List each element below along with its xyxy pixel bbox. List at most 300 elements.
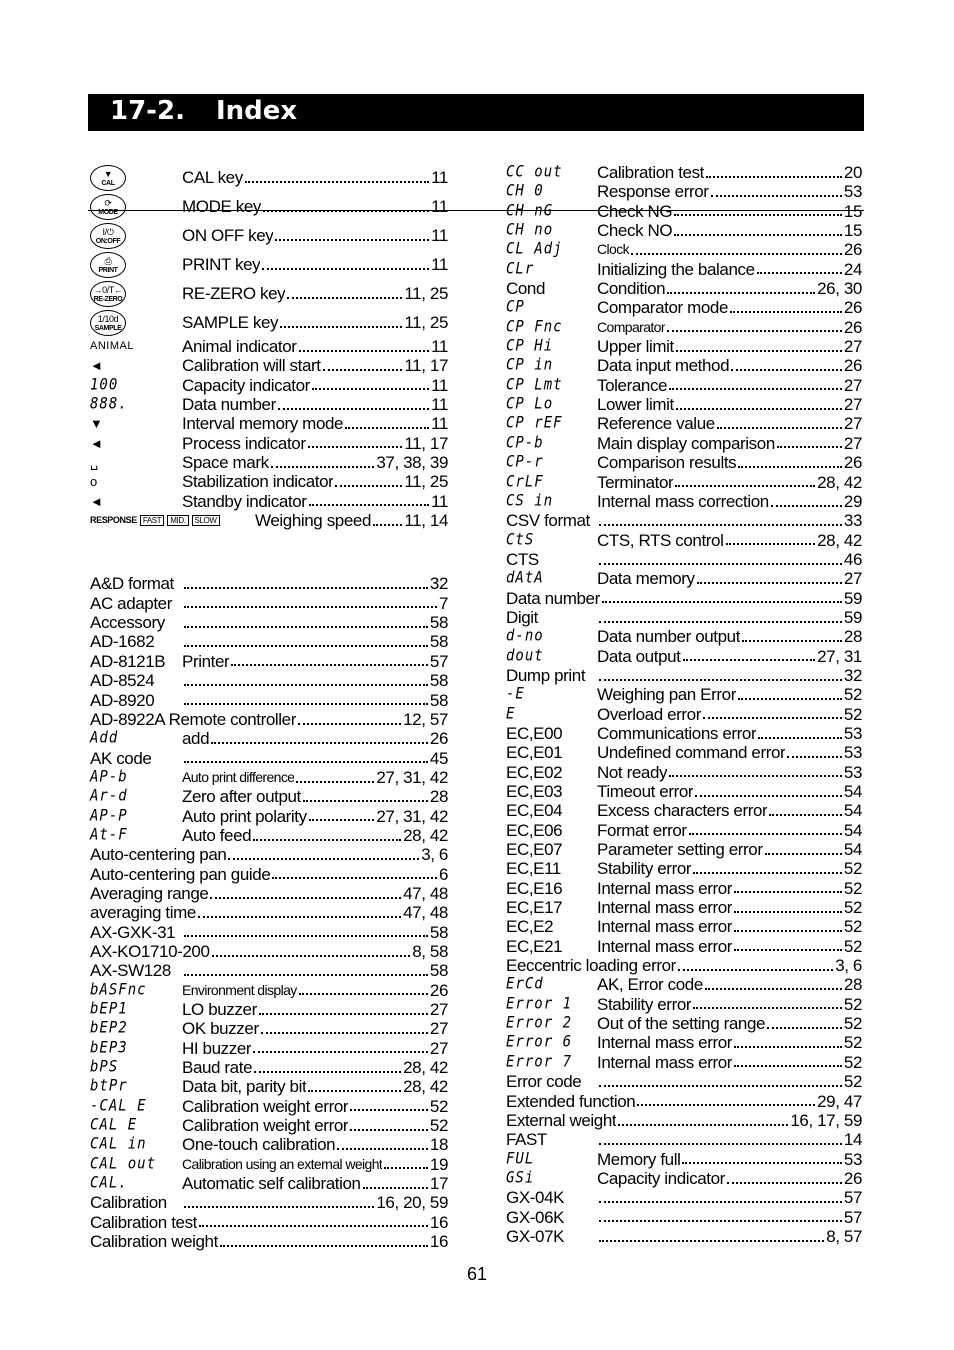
index-entry [506, 743, 862, 762]
entry-description [597, 1033, 862, 1052]
entry-description [597, 1072, 862, 1091]
entry-description [597, 1130, 862, 1149]
entry-term: GX-04K [506, 1188, 565, 1208]
index-entry [90, 192, 448, 221]
entry-description [597, 647, 862, 666]
entry-term: Error 1 [506, 994, 573, 1013]
entry-pages: 58 [429, 613, 448, 633]
entry-term: CP rEF [506, 414, 563, 433]
section-header [88, 94, 864, 131]
entry-label: Memory full [597, 1149, 681, 1169]
entry-label: Auto print polarity [182, 806, 307, 826]
entry-label: Main display comparison [597, 433, 775, 453]
entry-description [597, 1208, 862, 1227]
indicator-symbol: o [90, 474, 97, 490]
entry-description [182, 395, 448, 414]
dot-leader [675, 485, 815, 487]
dot-leader [312, 388, 429, 390]
index-entry [90, 807, 448, 826]
entry-label: MODE key [182, 197, 261, 216]
index-entry [90, 942, 448, 961]
entry-description [597, 763, 862, 782]
dot-leader [599, 1085, 842, 1087]
entry-term: AK code [90, 748, 152, 768]
entry-pages: 11 [431, 414, 448, 434]
entry-term: btPr [90, 1077, 128, 1096]
cal-key-icon [90, 165, 126, 191]
dot-leader [253, 839, 401, 841]
dot-leader [299, 993, 428, 995]
indicator-symbol: ◄ [90, 435, 103, 451]
entry-label: Internal mass error [597, 898, 733, 918]
entry-description [597, 1053, 862, 1072]
index-entry [90, 1116, 448, 1135]
entry-pages: 59 [843, 607, 862, 627]
entry-label: AK, Error code [597, 975, 703, 995]
index-entry [506, 724, 862, 743]
index-entry [506, 240, 862, 259]
entry-term: EC,E16 [506, 878, 563, 898]
entry-pages: 27, 31, 42 [376, 767, 448, 787]
dot-leader [734, 949, 842, 951]
entry-description [182, 981, 448, 1000]
entry-label: Lower limit [597, 395, 674, 415]
entry-pages: 27 [843, 414, 862, 434]
entry-description [597, 260, 862, 279]
dot-leader [309, 819, 375, 821]
index-entry [90, 1058, 448, 1077]
entry-pages: 32 [429, 574, 448, 594]
entry-pages: 54 [843, 801, 862, 821]
entry-pages: 52 [843, 936, 862, 956]
key-symbol: ⎙ [104, 255, 112, 266]
dot-leader [599, 621, 842, 623]
entry-pages: 28, 42 [817, 472, 862, 492]
entry-term: CP Fnc [506, 317, 563, 336]
entry-term: bPS [90, 1057, 119, 1077]
entry-pages: 27 [843, 569, 862, 589]
entry-pages: 53 [843, 1149, 862, 1169]
entry-pages: 52 [843, 898, 862, 918]
entry-term: AD-8524 [90, 671, 155, 691]
entry-term: Ar-d [90, 786, 128, 806]
entry-label: Comparison results [597, 453, 737, 473]
entry-description [182, 826, 448, 845]
entry-term: CrLF [506, 472, 544, 491]
entry-term: Error 7 [506, 1052, 573, 1071]
entry-pages: 26, 30 [817, 279, 862, 299]
entry-description [597, 879, 862, 898]
dot-leader [669, 388, 842, 390]
entry-description [182, 492, 448, 511]
entry-pages: 11 [431, 395, 448, 415]
entry-label: Internal mass error [597, 1033, 733, 1053]
indicator-symbol: ▼ [90, 416, 103, 432]
entry-pages: 28 [843, 627, 862, 647]
entry-label: Eeccentric loading error [506, 956, 676, 976]
index-entry [90, 768, 448, 787]
dot-leader [262, 268, 429, 270]
entry-term: CP Lmt [506, 375, 563, 394]
entry-label: ON OFF key [182, 226, 274, 245]
dot-leader [758, 737, 842, 739]
entry-label: Stability error [597, 859, 692, 879]
entry-pages: 16 [429, 1232, 448, 1252]
index-entry [90, 1019, 448, 1038]
mode-key-icon [90, 194, 126, 220]
entry-description [597, 724, 862, 743]
entry-label: External weight [506, 1110, 617, 1130]
index-entry [90, 1213, 448, 1232]
dot-leader [184, 935, 428, 937]
dot-leader [309, 504, 430, 506]
entry-pages: 46 [843, 549, 862, 569]
entry-pages: 52 [843, 1072, 862, 1092]
entry-description [182, 807, 448, 826]
entry-term: CAL. [90, 1173, 128, 1193]
index-entry [506, 337, 862, 356]
page-number: 61 [466, 1264, 488, 1284]
entry-pages: 11 [431, 168, 448, 187]
index-entry [90, 434, 448, 453]
index-entry [90, 1039, 448, 1058]
entry-term: EC,E04 [506, 801, 563, 821]
index-entry [90, 652, 448, 671]
entry-description [597, 473, 862, 492]
index-entry [506, 627, 862, 646]
entry-description [182, 729, 448, 748]
entry-description [597, 414, 862, 433]
entry-pages: 26 [429, 980, 448, 1000]
entry-label: Internal mass error [597, 1052, 733, 1072]
index-entry [90, 826, 448, 845]
entry-term: AD-8920 [90, 690, 155, 710]
entry-description [182, 221, 448, 250]
entry-pages: 37, 38, 39 [376, 453, 448, 473]
index-entry [90, 376, 448, 395]
entry-label: Check NO [597, 221, 673, 241]
dot-leader [727, 1182, 842, 1184]
entry-pages: 26 [843, 356, 862, 376]
print-key-icon [90, 252, 126, 278]
entry-label: Data memory [597, 569, 695, 589]
entry-term: CS in [506, 491, 554, 510]
entry-pages: 8, 57 [826, 1226, 862, 1246]
indicator-symbol: 100 [90, 375, 119, 394]
dot-leader [231, 664, 428, 666]
index-entry [90, 356, 448, 375]
entry-description [597, 937, 862, 956]
indicator-symbol: ANIMAL [90, 340, 134, 352]
index-entry [506, 589, 862, 608]
key-label: PRINT [98, 266, 118, 274]
entry-description [597, 531, 862, 550]
dot-leader [184, 1206, 374, 1208]
index-entry [506, 956, 862, 975]
dot-leader [271, 466, 375, 468]
entry-description [182, 671, 448, 690]
dot-leader [602, 601, 842, 603]
key-label: MODE [98, 208, 118, 216]
dot-leader [599, 1220, 842, 1222]
dot-leader [272, 877, 437, 879]
entry-description [597, 550, 862, 569]
section-title: Index [216, 96, 298, 126]
entry-label: Tolerance [597, 375, 668, 395]
index-entry [506, 840, 862, 859]
dot-leader [184, 626, 428, 628]
index-entry [506, 705, 862, 724]
entry-pages: 3, 6 [421, 845, 448, 865]
index-entry [506, 1092, 862, 1111]
entry-term: CAL E [90, 1115, 138, 1135]
dot-leader [198, 916, 401, 918]
entry-description [597, 182, 862, 201]
entry-description [597, 221, 862, 240]
entry-pages: 58 [429, 632, 448, 652]
entry-pages: 11, 25 [404, 472, 448, 492]
entry-description [597, 801, 862, 820]
dot-leader [674, 234, 842, 236]
entry-label: add [182, 729, 210, 749]
index-entry [506, 1072, 862, 1091]
entry-label: OK buzzer [182, 1019, 259, 1039]
entry-term: CP Lo [506, 394, 554, 414]
entry-description [597, 1014, 862, 1033]
entry-term: CtS [506, 530, 535, 549]
entry-label: RE-ZERO key [182, 284, 286, 303]
entry-label: Animal indicator [182, 337, 297, 356]
dot-leader [678, 969, 833, 971]
entry-label: Averaging range [90, 883, 209, 903]
entry-description [597, 240, 862, 259]
dot-leader [771, 505, 842, 507]
entry-label: Internal mass error [597, 878, 733, 898]
entry-description [182, 632, 448, 651]
entry-pages: 52 [429, 1116, 448, 1136]
entry-pages: 11 [431, 491, 448, 511]
entry-description [182, 308, 448, 337]
index-entry [90, 472, 448, 491]
entry-label: Data input method [597, 356, 730, 376]
entry-label: Initializing the balance [597, 259, 755, 279]
entry-label: Baud rate [182, 1058, 253, 1078]
index-entry [90, 511, 448, 530]
entry-label: Space mark [182, 453, 269, 473]
entry-description [597, 705, 862, 724]
index-entry [90, 729, 448, 748]
index-entry [90, 1174, 448, 1193]
entry-label: Zero after output [182, 787, 301, 807]
entry-description [182, 1193, 448, 1212]
index-entry [90, 308, 448, 337]
entry-term: EC,E07 [506, 840, 563, 860]
entry-description [597, 917, 862, 936]
index-entry [90, 671, 448, 690]
dot-leader [717, 427, 842, 429]
entry-label: Internal mass correction [597, 491, 769, 511]
entry-label: Comparator [597, 318, 665, 335]
index-entry [90, 923, 448, 942]
entry-term: CTS [506, 549, 539, 569]
entry-term: EC,E03 [506, 782, 563, 801]
entry-pages: 27 [429, 1000, 448, 1019]
dot-leader [667, 292, 815, 294]
index-entry [90, 710, 448, 729]
entry-pages: 11, 14 [404, 511, 448, 531]
response-slow: SLOW [192, 515, 220, 526]
index-entry [506, 1130, 862, 1149]
dot-leader [199, 1225, 428, 1227]
entry-pages: 7 [438, 593, 448, 613]
entry-label: Condition [597, 279, 666, 299]
dot-leader [703, 717, 842, 719]
index-entry [90, 414, 448, 433]
dot-leader [742, 640, 842, 642]
entry-term: AC adapter [90, 593, 172, 613]
entry-label: Internal mass error [597, 917, 733, 937]
dot-leader [335, 485, 402, 487]
index-entry [506, 260, 862, 279]
index-entry [506, 608, 862, 627]
entry-description [597, 298, 862, 317]
entry-pages: 32 [843, 665, 862, 685]
entry-description [182, 574, 448, 593]
entry-term: AX-GXK-31 [90, 922, 176, 942]
entry-description [597, 782, 862, 801]
dot-leader [667, 330, 842, 332]
entry-pages: 52 [843, 1033, 862, 1053]
index-entry [506, 859, 862, 878]
entry-label: Clock [597, 241, 630, 258]
dot-leader [726, 543, 816, 545]
dot-leader [212, 955, 411, 957]
entry-description [597, 898, 862, 917]
dot-leader [599, 1240, 824, 1242]
dot-leader [210, 897, 401, 899]
entry-label: PRINT key [182, 255, 261, 274]
entry-term: bASFnc [90, 980, 147, 999]
dot-leader [731, 369, 842, 371]
entry-pages: 52 [843, 704, 862, 724]
entry-description [597, 859, 862, 878]
dot-leader [705, 988, 842, 990]
indicator-symbol: ␣ [90, 455, 98, 471]
dot-leader [693, 1007, 842, 1009]
entry-label: Calibration weight [90, 1232, 218, 1252]
dot-leader [697, 582, 842, 584]
dot-leader [787, 756, 842, 758]
dot-leader [211, 742, 428, 744]
index-entry [506, 182, 862, 201]
entry-term: CP-b [506, 433, 544, 452]
index-entry [506, 1227, 862, 1246]
entry-description [182, 652, 448, 671]
entry-pages: 26 [843, 240, 862, 260]
dot-leader [682, 1162, 841, 1164]
dot-leader [280, 326, 402, 328]
entry-label: Data number output [597, 627, 741, 647]
index-entry [506, 221, 862, 240]
entry-term: EC,E02 [506, 762, 563, 782]
entry-pages: 28, 42 [817, 530, 862, 550]
index-entry [506, 1033, 862, 1052]
entry-label: Data number [506, 588, 600, 608]
dot-leader [253, 1051, 428, 1053]
index-entry [90, 961, 448, 980]
index-entry [90, 1135, 448, 1154]
entry-pages: 58 [429, 671, 448, 691]
index-entry [90, 749, 448, 768]
index-entry [90, 903, 448, 922]
index-entry [90, 453, 448, 472]
entry-description [597, 608, 862, 627]
entry-description [182, 1116, 448, 1135]
index-entry [506, 801, 862, 820]
entry-label: Data bit, parity bit [182, 1077, 307, 1097]
entry-description [182, 1039, 448, 1058]
entry-term: Error 2 [506, 1013, 573, 1033]
dot-leader [303, 800, 428, 802]
entry-term: CAL out [90, 1154, 157, 1173]
index-entry [90, 981, 448, 1000]
entry-description [182, 356, 448, 375]
entry-description [182, 749, 448, 768]
dot-leader [287, 297, 402, 299]
dot-leader [631, 253, 842, 255]
entry-pages: 47, 48 [403, 903, 448, 923]
entry-pages: 17 [429, 1174, 448, 1194]
entry-description [182, 594, 448, 613]
entry-label: Calibration test [597, 163, 704, 182]
entry-pages: 11, 17 [404, 356, 448, 376]
entry-description [597, 666, 862, 685]
entry-label: Auto feed [182, 825, 252, 845]
entry-term: CP-r [506, 452, 544, 472]
index-entry [90, 395, 448, 414]
dot-leader [637, 1104, 815, 1106]
index-entry [506, 647, 862, 666]
entry-label: Communications error [597, 723, 757, 743]
indicator-symbol: 888. [90, 394, 128, 414]
entry-label: Calibration will start [182, 356, 321, 376]
entry-term: EC,E17 [506, 898, 563, 918]
dot-leader [765, 853, 842, 855]
response-fast: FAST [140, 515, 164, 526]
entry-description [182, 1000, 448, 1019]
dot-leader [245, 181, 429, 183]
entry-description [597, 453, 862, 472]
dot-leader [363, 1187, 428, 1189]
entry-term: bEP3 [90, 1038, 128, 1057]
entry-description [182, 1077, 448, 1096]
index-entry [506, 569, 862, 588]
entry-pages: 19 [429, 1154, 448, 1174]
entry-description [182, 961, 448, 980]
dot-leader [184, 974, 428, 976]
index-entry [506, 318, 862, 337]
entry-term: A&D format [90, 574, 174, 594]
entry-pages: 28, 42 [403, 1077, 448, 1097]
entry-description [182, 192, 448, 221]
entry-description [182, 434, 448, 453]
index-entry [506, 879, 862, 898]
entry-description [597, 995, 862, 1014]
index-entry [506, 531, 862, 550]
index-entry [506, 453, 862, 472]
entry-pages: 52 [843, 685, 862, 705]
entry-description [597, 1169, 862, 1188]
